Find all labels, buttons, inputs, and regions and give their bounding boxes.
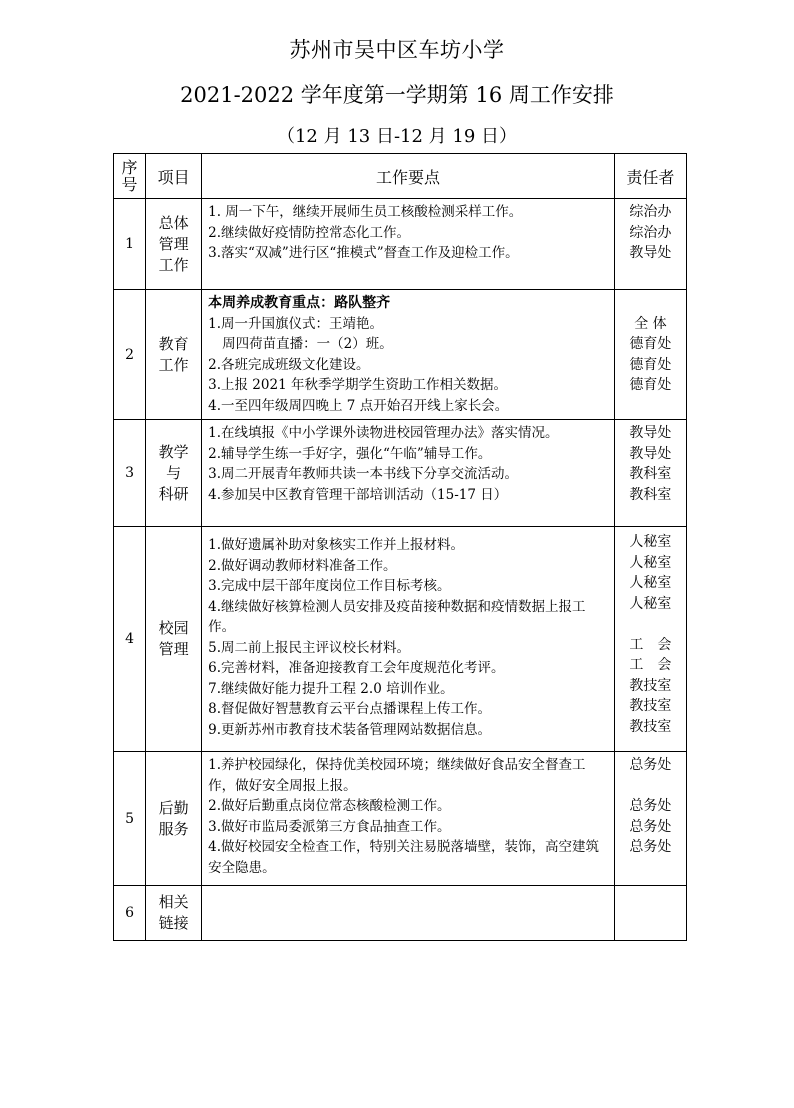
work-point: 3.完成中层干部年度岗位工作目标考核。 bbox=[208, 578, 451, 594]
owner: 人秘室 bbox=[629, 595, 672, 612]
work-point: 2.各班完成班级文化建设。 bbox=[208, 356, 370, 373]
row-points bbox=[202, 420, 615, 527]
work-point: 2.做好调动教师材料准备工作。 bbox=[208, 557, 397, 574]
owner bbox=[615, 293, 686, 314]
table-row bbox=[114, 752, 687, 886]
owner: 全 体 bbox=[634, 315, 667, 332]
item-line: 管理 bbox=[158, 640, 189, 658]
owner: 德育处 bbox=[629, 377, 672, 393]
owner: 人秘室 bbox=[629, 534, 672, 550]
focus-heading: 本周养成教育重点：路队整齐 bbox=[208, 295, 391, 311]
item-line: 教学 bbox=[158, 442, 189, 461]
work-schedule-table bbox=[113, 153, 687, 941]
work-point: 1.周一升国旗仪式：王靖艳。 bbox=[208, 315, 384, 332]
item-line: 工作 bbox=[158, 255, 189, 274]
work-point: 2.做好后勤重点岗位常态核酸检测工作。 bbox=[208, 798, 451, 814]
table-row bbox=[114, 886, 687, 941]
row-points bbox=[202, 199, 615, 290]
school-title: 苏州市吴中区车坊小学 bbox=[289, 38, 505, 62]
header-no-line1: 序 bbox=[121, 158, 138, 177]
work-point: 1.养护校园绿化，保持优美校园环境；继续做好食品安全督查工作，做好安全周报上报。 bbox=[208, 757, 586, 794]
item-line: 服务 bbox=[158, 819, 189, 838]
header-owner: 责任者 bbox=[614, 154, 686, 199]
work-point: 1. 周一下午，继续开展师生员工核酸检测采样工作。 bbox=[208, 204, 523, 220]
owner: 教技室 bbox=[629, 698, 672, 714]
owner: 教导处 bbox=[629, 445, 672, 462]
row-owners bbox=[614, 527, 686, 752]
item-line: 总体 bbox=[158, 213, 189, 232]
item-line: 与 bbox=[166, 463, 182, 482]
row-owners bbox=[614, 752, 686, 886]
header-no bbox=[114, 154, 146, 199]
row-item bbox=[146, 886, 202, 941]
work-point: 5.周二前上报民主评议校长材料。 bbox=[208, 639, 411, 656]
owner bbox=[615, 614, 686, 635]
row-owners bbox=[614, 420, 686, 527]
owner: 教导处 bbox=[629, 425, 672, 441]
owner: 工 会 bbox=[629, 636, 672, 653]
owner: 教导处 bbox=[629, 245, 672, 261]
item-line: 校园 bbox=[158, 619, 189, 637]
row-points bbox=[202, 752, 615, 886]
row-number: 6 bbox=[114, 886, 146, 941]
work-point: 4.继续做好核算检测人员安排及疫苗接种数据和疫情数据上报工作。 bbox=[208, 598, 586, 635]
row-item bbox=[146, 290, 202, 420]
owner: 德育处 bbox=[629, 336, 672, 352]
row-points bbox=[202, 527, 615, 752]
item-line: 后勤 bbox=[158, 798, 189, 817]
row-points bbox=[202, 290, 615, 420]
owner: 总务处 bbox=[629, 839, 672, 855]
work-point: 7.继续做好能力提升工程 2.0 培训作业。 bbox=[208, 680, 454, 697]
owner bbox=[615, 776, 686, 797]
owner: 工 会 bbox=[629, 657, 672, 673]
row-item bbox=[146, 199, 202, 290]
schedule-title: 2021-2022 学年度第一学期第 16 周工作安排 bbox=[180, 83, 614, 107]
owner: 总务处 bbox=[629, 757, 672, 773]
row-item bbox=[146, 527, 202, 752]
owner: 教技室 bbox=[629, 718, 672, 735]
item-line: 链接 bbox=[158, 914, 189, 932]
header-points: 工作要点 bbox=[202, 154, 615, 199]
row-number: 2 bbox=[114, 290, 146, 420]
owner: 教技室 bbox=[629, 677, 672, 694]
work-point: 1.做好遗属补助对象核实工作并上报材料。 bbox=[208, 537, 465, 553]
date-range: （12 月 13 日-12 月 19 日） bbox=[276, 126, 518, 147]
owner: 总务处 bbox=[629, 798, 672, 814]
row-item bbox=[146, 752, 202, 886]
work-point: 3.周二开展青年教师共读一本书线下分享交流活动。 bbox=[208, 466, 519, 482]
work-point: 4.一至四年级周四晚上 7 点开始召开线上家长会。 bbox=[208, 397, 509, 414]
table-row bbox=[114, 199, 687, 290]
table-row bbox=[114, 527, 687, 752]
header-no-line2: 号 bbox=[121, 175, 138, 194]
item-line: 教育 bbox=[158, 334, 189, 353]
item-line: 科研 bbox=[158, 484, 189, 503]
work-point: 周四荷苗直播：一（2）班。 bbox=[222, 336, 393, 352]
row-owners bbox=[614, 199, 686, 290]
header-item: 项目 bbox=[146, 154, 202, 199]
row-item bbox=[146, 420, 202, 527]
row-number: 3 bbox=[114, 420, 146, 527]
owner: 综治办 bbox=[629, 224, 672, 241]
work-point: 8.督促做好智慧教育云平台点播课程上传工作。 bbox=[208, 701, 492, 717]
row-number: 4 bbox=[114, 527, 146, 752]
row-number: 1 bbox=[114, 199, 146, 290]
table-row bbox=[114, 290, 687, 420]
owner: 教科室 bbox=[629, 466, 672, 482]
item-line: 相关 bbox=[158, 893, 189, 911]
row-points bbox=[202, 886, 615, 941]
work-point: 3.做好市监局委派第三方食品抽查工作。 bbox=[208, 818, 451, 835]
owner: 综治办 bbox=[629, 204, 672, 220]
table-row bbox=[114, 420, 687, 527]
work-point: 1.在线填报《中小学课外读物进校园管理办法》落实情况。 bbox=[208, 425, 559, 441]
item-line: 管理 bbox=[158, 234, 189, 253]
owner: 人秘室 bbox=[629, 575, 672, 591]
owner: 教科室 bbox=[629, 486, 672, 503]
work-point: 3.上报 2021 年秋季学期学生资助工作相关数据。 bbox=[208, 377, 507, 393]
item-line: 工作 bbox=[158, 355, 189, 374]
row-owners bbox=[614, 886, 686, 941]
owner: 人秘室 bbox=[629, 554, 672, 571]
work-point: 6.完善材料，准备迎接教育工会年度规范化考评。 bbox=[208, 660, 505, 676]
table-header-row bbox=[114, 154, 687, 199]
work-point: 3.落实“双减”进行区“推模式”督查工作及迎检工作。 bbox=[208, 245, 519, 261]
work-point: 2.辅导学生练一手好字，强化“午临”辅导工作。 bbox=[208, 445, 492, 462]
row-number: 5 bbox=[114, 752, 146, 886]
work-point: 2.继续做好疫情防控常态化工作。 bbox=[208, 224, 411, 241]
work-point: 4.做好校园安全检查工作，特别关注易脱落墙壁，装饰，高空建筑安全隐患。 bbox=[208, 839, 600, 876]
owner: 德育处 bbox=[629, 356, 672, 373]
work-point: 4.参加吴中区教育管理干部培训活动（15-17 日） bbox=[208, 486, 508, 503]
owner: 总务处 bbox=[629, 818, 672, 835]
row-owners bbox=[614, 290, 686, 420]
work-point: 9.更新苏州市教育技术装备管理网站数据信息。 bbox=[208, 721, 492, 738]
